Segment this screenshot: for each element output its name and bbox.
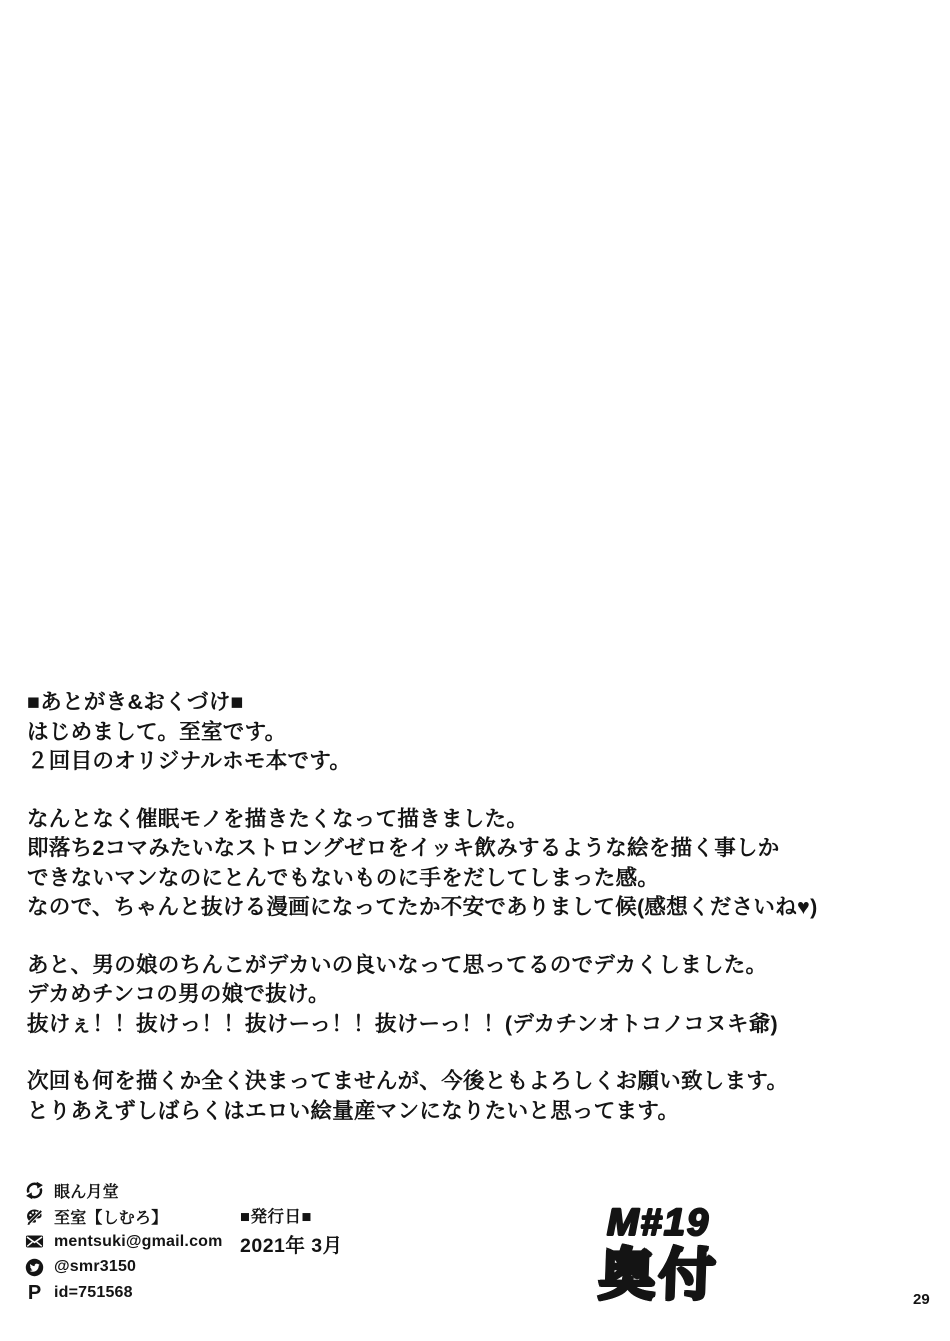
- colophon-logotype: [598, 1202, 721, 1306]
- mail-icon: [25, 1232, 44, 1251]
- logo-issue-number: M#19: [607, 1202, 711, 1244]
- email-address: mentsuki@gmail.com: [54, 1232, 223, 1250]
- refresh-icon: [25, 1181, 44, 1200]
- pixiv-p-glyph: P: [27, 1281, 42, 1304]
- publication-date-heading: ■発行日■: [240, 1208, 312, 1226]
- credit-row-pixiv: [25, 1282, 223, 1303]
- credit-row-twitter: [25, 1257, 223, 1278]
- circle-name: 眼ん月堂: [54, 1184, 119, 1201]
- afterword-line: 次回も何を描くか全く決まってませんが、今後ともよろしくお願い致します。: [27, 1069, 789, 1093]
- afterword-paragraph-2: [27, 805, 917, 923]
- afterword-line: 即落ち2コマみたいなストロングゼロをイッキ飲みするような絵を描く事しか: [27, 836, 780, 860]
- afterword-paragraph-1: [27, 688, 917, 777]
- logo-okuzuke-text: 奥付: [598, 1243, 721, 1306]
- afterword-line: あと、男の娘のちんこがデカいの良いなって思ってるのでデカくしました。: [27, 952, 768, 977]
- afterword-paragraph-4: [27, 1067, 917, 1126]
- palette-icon: [25, 1207, 44, 1226]
- pixiv-id: id=751568: [54, 1283, 133, 1301]
- afterword-text-block: [27, 688, 917, 1126]
- afterword-heading: ■あとがき&おくづけ■: [27, 690, 244, 714]
- credit-row-email: [25, 1231, 223, 1252]
- twitter-handle: @smr3150: [54, 1258, 137, 1275]
- credit-row-circle: [25, 1180, 223, 1201]
- twitter-icon: [25, 1258, 44, 1277]
- afterword-paragraph-3: [27, 951, 917, 1040]
- page-number: 29: [913, 1291, 930, 1308]
- credit-row-artist: [25, 1206, 223, 1227]
- afterword-line: はじめまして。至室です。: [27, 719, 287, 744]
- credits-block: [25, 1180, 223, 1308]
- afterword-line: とりあえずしばらくはエロい絵量産マンになりたいと思ってます。: [27, 1098, 680, 1123]
- artist-name: 至室【しむろ】: [54, 1209, 168, 1227]
- afterword-line: なので、ちゃんと抜ける漫画になってたか不安でありまして候(感想くださいね♥): [27, 895, 818, 919]
- afterword-line: できないマンなのにとんでもないものに手をだしてしまった感。: [27, 865, 660, 890]
- publication-date-value: 2021年 3月: [240, 1235, 343, 1257]
- afterword-line: デカめチンコの男の娘で抜け。: [27, 982, 330, 1006]
- afterword-line: なんとなく催眠モノを描きたくなって描きました。: [27, 806, 529, 831]
- afterword-line: ２回目のオリジナルホモ本です。: [27, 749, 352, 773]
- pixiv-icon: [25, 1283, 44, 1302]
- afterword-line: 抜けぇ！！抜けっ！！抜けーっ！！抜けーっ！！(デカチンオトコノコヌキ爺): [27, 1011, 778, 1036]
- publication-date-block: [240, 1203, 343, 1258]
